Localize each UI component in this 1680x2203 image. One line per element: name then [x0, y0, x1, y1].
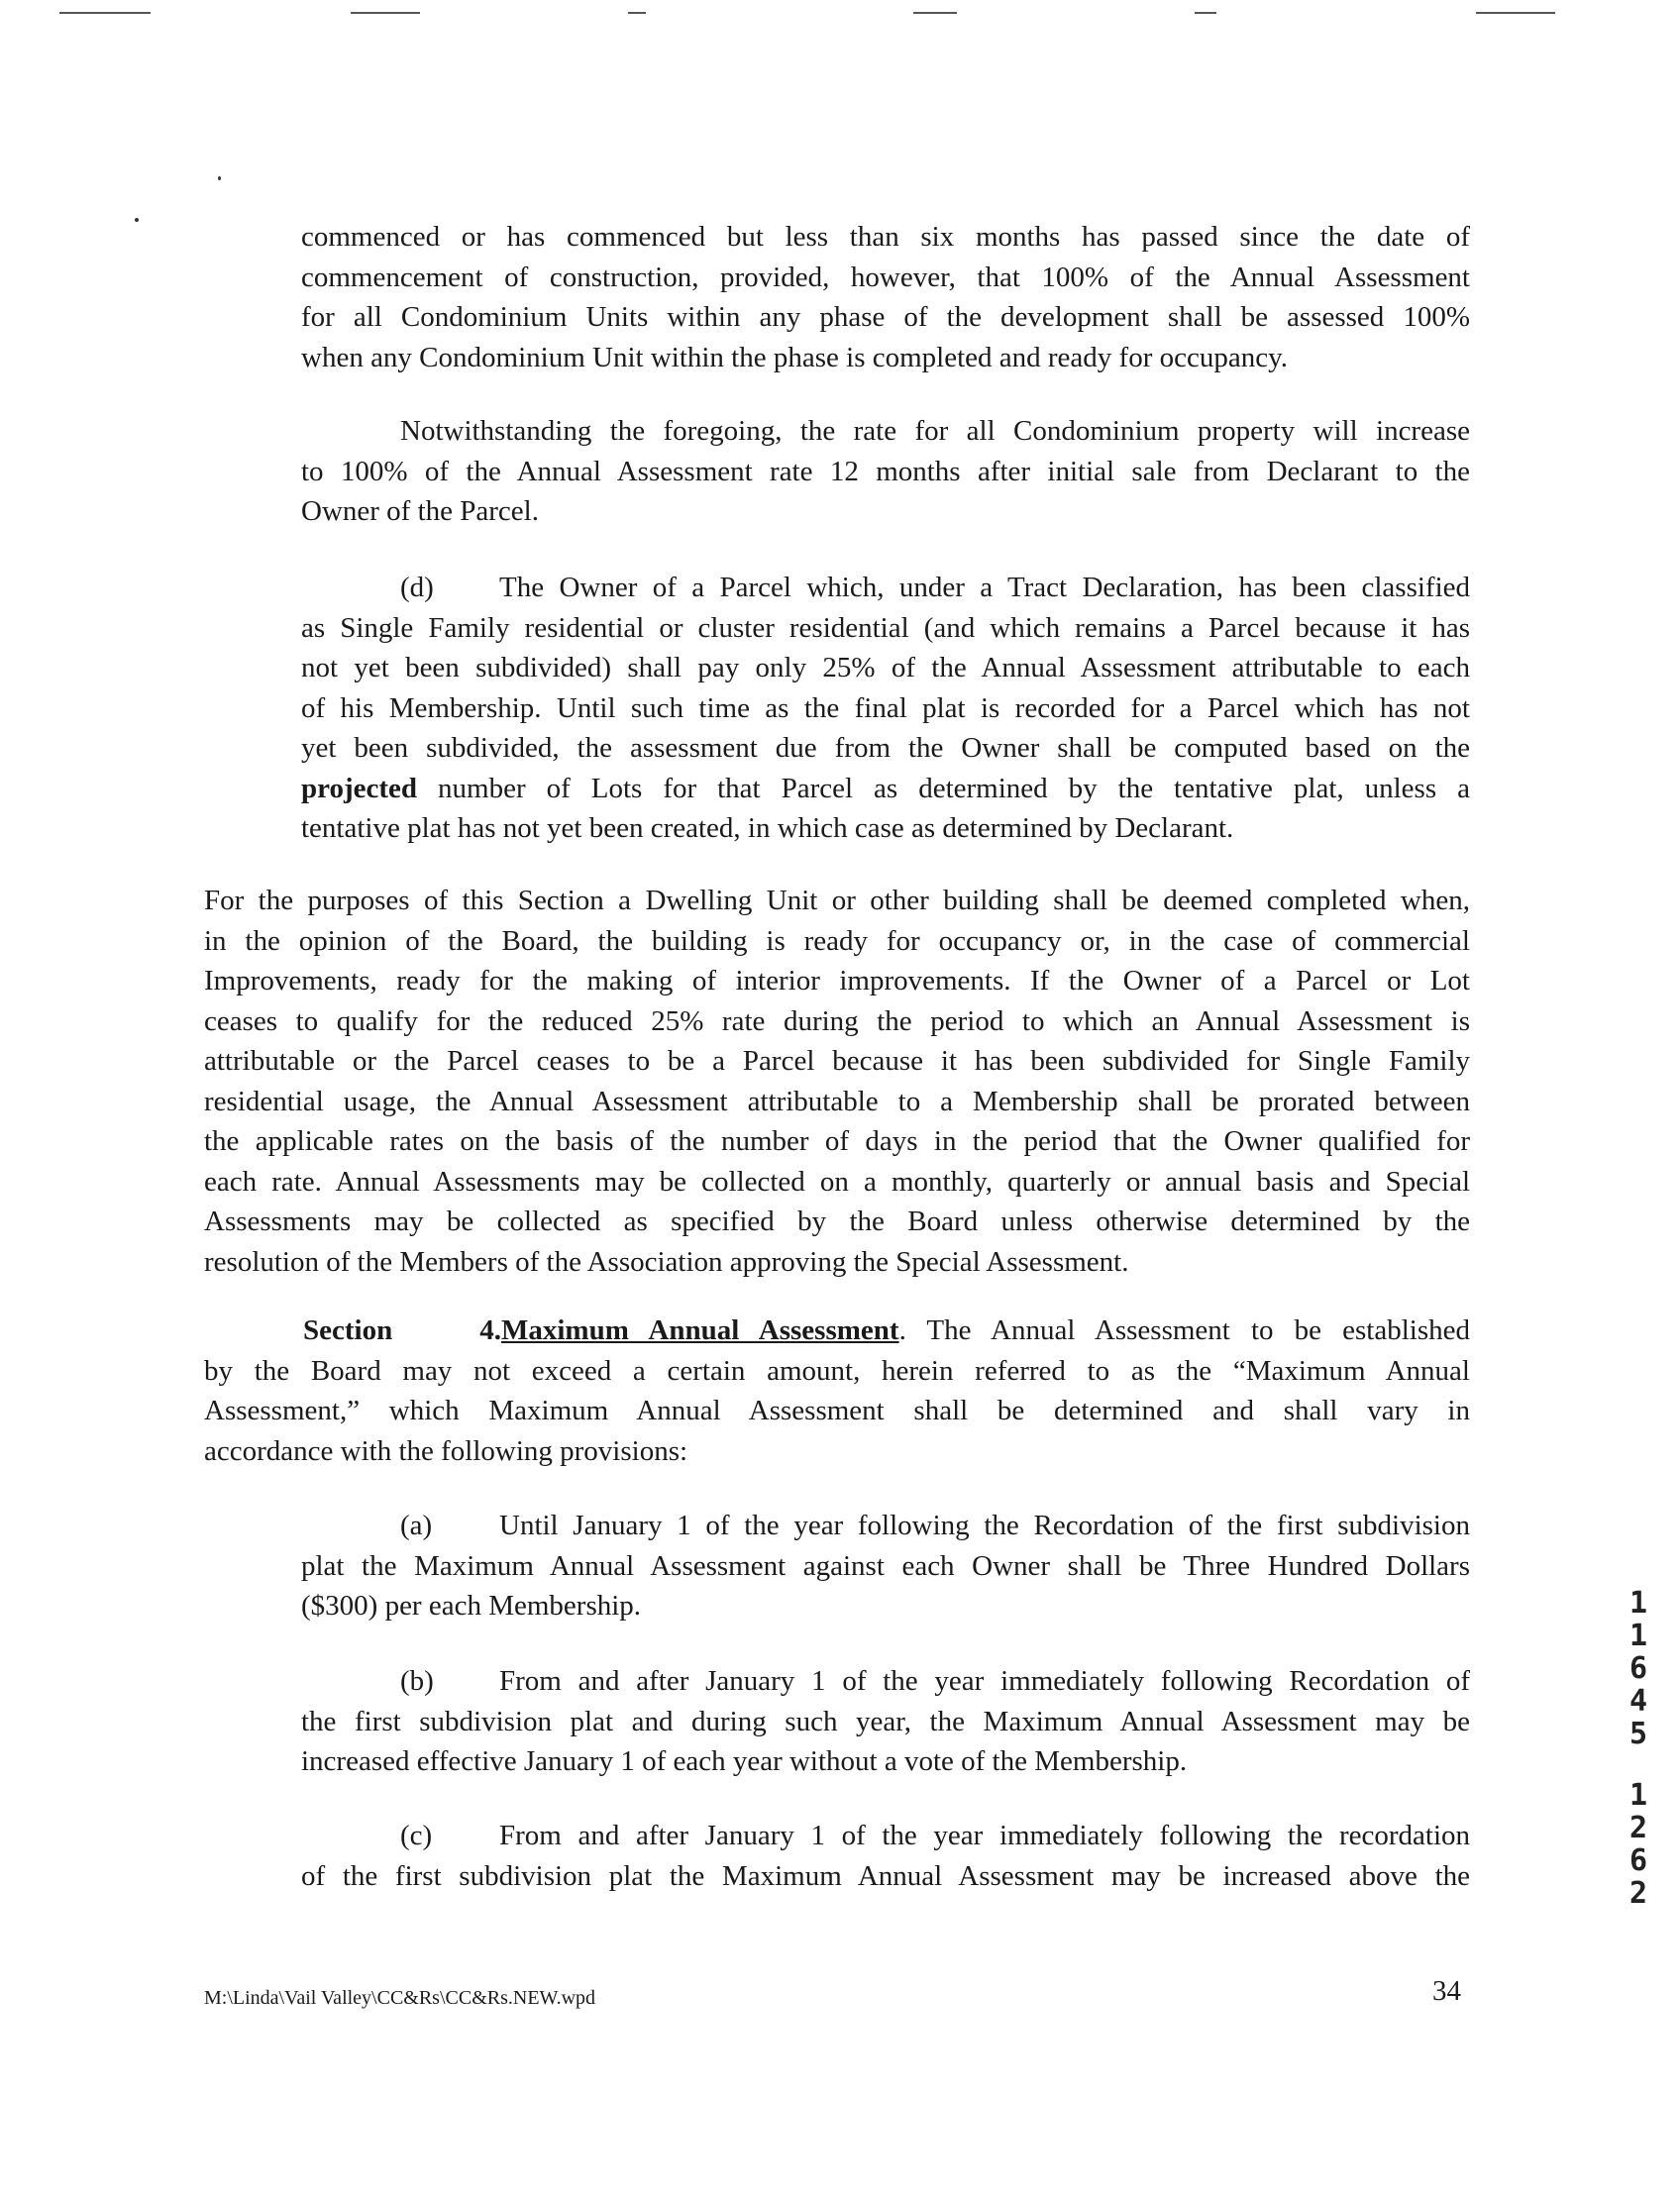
emphasized-word: projected: [301, 772, 418, 804]
text-line: when any Condominium Unit within the phase is completed and ready for occupancy.: [301, 341, 1288, 373]
text-line: to 100% of the Annual Assessment rate 12 months after initial sale from Declarant to the: [301, 455, 1470, 487]
paragraph-b: [301, 1661, 1470, 1782]
text-run: number of Lots for that Parcel as determined by the tentative plat, unless a: [417, 772, 1470, 804]
recording-number-stamp-lower: [1619, 1779, 1658, 1910]
text-line: [301, 1506, 1470, 1546]
text-line: each rate. Annual Assessments may be collected on a monthly, quarterly or annual basis and Special: [204, 1165, 1470, 1198]
text-line: increased effective January 1 of each year without a vote of the Membership.: [301, 1745, 1188, 1777]
text-line: commencement of construction, provided, however, that 100% of the Annual Assessment: [301, 261, 1470, 293]
stamp-digit: 6: [1628, 1651, 1648, 1686]
scan-speck: [218, 176, 221, 180]
item-label-c: (c): [400, 1820, 433, 1851]
scan-artifact: [913, 12, 957, 14]
text-line: not yet been subdivided) shall pay only 25% of the Annual Assessment attributable to each: [301, 652, 1470, 683]
paragraph-condominium-continuation: [301, 217, 1470, 377]
section-number: Section 4.: [303, 1314, 501, 1346]
text-run: Until January 1 of the year following the Recordation of the first subdivision: [499, 1510, 1470, 1541]
text-line: residential usage, the Annual Assessment attributable to a Membership shall be prorated between: [204, 1085, 1470, 1117]
stamp-digit: 1: [1628, 1619, 1648, 1653]
recording-number-stamp-upper: [1619, 1587, 1658, 1750]
text-line: Assessment,” which Maximum Annual Assessment shall be determined and shall vary in: [204, 1395, 1470, 1426]
text-line: Improvements, ready for the making of interior improvements. If the Owner of a Parcel or Lot: [204, 965, 1470, 997]
text-line: the applicable rates on the basis of the number of days in the period that the Owner qualified for: [204, 1125, 1470, 1157]
stamp-digit: 6: [1628, 1843, 1648, 1878]
section-title: Maximum Annual Assessment: [501, 1314, 899, 1346]
text-line: of his Membership. Until such time as the final plat is recorded for a Parcel which has not: [301, 691, 1470, 724]
stamp-digit: 4: [1628, 1684, 1648, 1719]
stamp-digit: 5: [1628, 1717, 1648, 1751]
text-run: . The Annual Assessment to be established: [898, 1314, 1471, 1346]
scan-artifact: [1195, 12, 1216, 14]
page-number: 34: [1432, 1975, 1461, 2007]
footer-file-path: M:\Linda\Vail Valley\CC&Rs\CC&Rs.NEW.wpd: [204, 1987, 596, 2009]
text-line: by the Board may not exceed a certain amount, herein referred to as the “Maximum Annual: [204, 1354, 1470, 1387]
text-run: From and after January 1 of the year immediately following the recordation: [499, 1820, 1470, 1851]
scan-artifact: [1476, 12, 1555, 14]
scan-artifact: [59, 12, 151, 14]
scan-speck: [135, 218, 139, 222]
text-line: Assessments may be collected as specified by the Board unless otherwise determined by the: [204, 1206, 1470, 1237]
text-line: tentative plat has not yet been created, in which case as determined by Declarant.: [301, 812, 1234, 844]
stamp-digit: 1: [1628, 1778, 1648, 1813]
paragraph-notwithstanding: [301, 411, 1470, 532]
paragraph-d-single-family: [301, 568, 1470, 849]
text-line: attributable or the Parcel ceases to be a Parcel because it has been subdivided for Single Family: [204, 1045, 1470, 1077]
stamp-digit: 2: [1628, 1876, 1648, 1911]
section-4-maximum-annual-assessment: [204, 1311, 1470, 1471]
paragraph-c: [301, 1816, 1470, 1896]
text-line: For the purposes of this Section a Dwelling Unit or other building shall be deemed completed when,: [204, 885, 1470, 916]
text-line: in the opinion of the Board, the building is ready for occupancy or, in the case of commercial: [204, 924, 1470, 957]
text-line: of the first subdivision plat the Maximum Annual Assessment may be increased above the: [301, 1859, 1470, 1892]
text-line: [301, 568, 1470, 608]
text-line: as Single Family residential or cluster residential (and which remains a Parcel because it has: [301, 611, 1470, 644]
paragraph-completion-definition: [204, 881, 1470, 1282]
text-line: [301, 769, 1470, 809]
text-line: [301, 1816, 1470, 1856]
item-label-b: (b): [400, 1665, 434, 1697]
item-label-a: (a): [400, 1510, 433, 1541]
text-line: the first subdivision plat and during such year, the Maximum Annual Assessment may be: [301, 1705, 1470, 1737]
text-line: Owner of the Parcel.: [301, 495, 539, 527]
text-run: From and after January 1 of the year immediately following Recordation of: [499, 1665, 1470, 1697]
item-label-d: (d): [400, 572, 434, 603]
text-line: for all Condominium Units within any phase of the development shall be assessed 100%: [301, 301, 1470, 333]
text-line: ceases to qualify for the reduced 25% rate during the period to which an Annual Assessment is: [204, 1004, 1470, 1037]
text-run: The Owner of a Parcel which, under a Tract Declaration, has been classified: [499, 572, 1470, 603]
text-line: yet been subdivided, the assessment due from the Owner shall be computed based on the: [301, 732, 1470, 764]
section-heading-line: [204, 1311, 1470, 1351]
paragraph-a: [301, 1506, 1470, 1626]
stamp-digit: 2: [1628, 1811, 1648, 1845]
text-line: resolution of the Members of the Association approving the Special Assessment.: [204, 1245, 1129, 1278]
text-line: Notwithstanding the foregoing, the rate for all Condominium property will increase: [400, 415, 1470, 447]
text-line: plat the Maximum Annual Assessment against each Owner shall be Three Hundred Dollars: [301, 1549, 1470, 1582]
text-line: [301, 1661, 1470, 1702]
stamp-digit: 1: [1628, 1586, 1648, 1621]
text-line: accordance with the following provisions:: [204, 1434, 688, 1467]
scan-artifact: [351, 12, 420, 14]
text-line: ($300) per each Membership.: [301, 1590, 642, 1622]
text-line: commenced or has commenced but less than six months has passed since the date of: [301, 221, 1470, 253]
scan-artifact: [628, 12, 646, 14]
